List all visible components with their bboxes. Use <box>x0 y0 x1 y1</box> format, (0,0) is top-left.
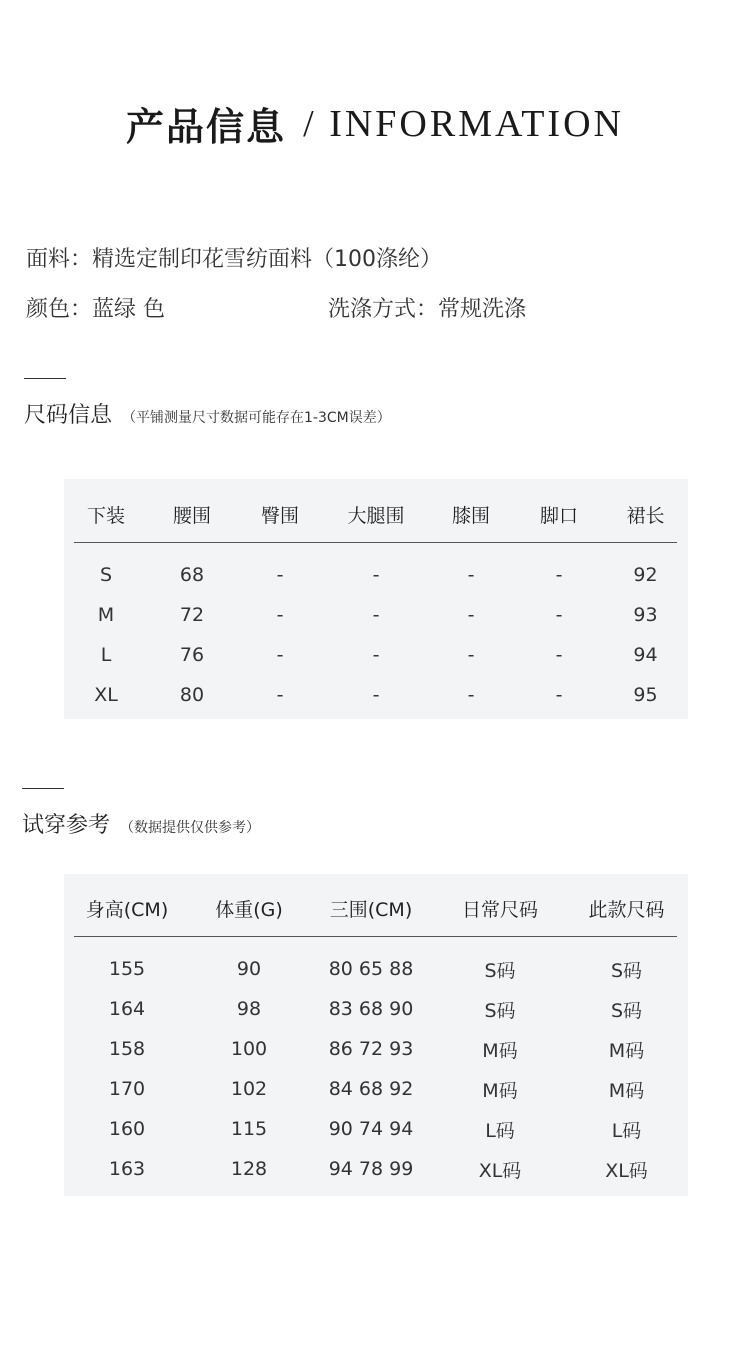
table-cell: XL <box>94 684 118 706</box>
table-cell: L码 <box>611 1119 642 1142</box>
table-cell: 86 72 93 <box>328 1038 414 1060</box>
table-cell: - <box>372 604 380 626</box>
column-header: 体重(G) <box>215 899 283 921</box>
table-cell: - <box>276 564 284 586</box>
table-cell: - <box>372 564 380 586</box>
size-section-title: 尺码信息 <box>24 403 113 428</box>
table-cell: 100 <box>230 1038 268 1060</box>
fit-table <box>74 881 677 1189</box>
table-header-row <box>74 487 677 543</box>
table-cell: 80 <box>179 684 205 706</box>
table-cell: 164 <box>108 998 146 1020</box>
table-cell: XL码 <box>605 1159 648 1182</box>
table-row <box>74 1029 677 1069</box>
page-title-cn: 产品信息 <box>126 104 287 149</box>
size-section-heading <box>24 398 391 429</box>
table-row <box>74 1109 677 1149</box>
table-cell: M码 <box>482 1079 518 1102</box>
column-header: 脚口 <box>539 505 578 527</box>
table-cell: 92 <box>633 564 658 586</box>
fit-section-heading <box>22 808 260 839</box>
table-cell: - <box>372 684 380 706</box>
table-cell: - <box>276 684 284 706</box>
column-header: 裙长 <box>626 505 665 527</box>
table-cell: 115 <box>230 1118 268 1140</box>
table-row <box>74 949 677 989</box>
table-cell: S码 <box>610 999 643 1022</box>
table-cell: M码 <box>608 1079 645 1102</box>
table-cell: 170 <box>108 1078 146 1100</box>
column-header: 下装 <box>86 505 125 527</box>
table-cell: - <box>467 684 475 706</box>
table-cell: - <box>467 564 475 586</box>
column-header: 膝围 <box>451 505 490 527</box>
table-cell: 94 78 99 <box>328 1158 414 1180</box>
title-english: INFORMATION <box>329 102 624 145</box>
column-header: 腰围 <box>172 505 211 527</box>
page-title-en <box>303 103 624 145</box>
table-cell: 68 <box>179 564 205 586</box>
table-spacer <box>74 543 677 555</box>
color-info: 颜色：蓝绿 色 <box>26 297 165 322</box>
table-cell: 84 68 92 <box>328 1078 414 1100</box>
table-cell: XL码 <box>478 1159 522 1182</box>
table-cell: 72 <box>179 604 205 626</box>
table-cell: - <box>467 604 475 626</box>
size-section-note: （平铺测量尺寸数据可能存在1-3CM误差） <box>122 410 391 426</box>
table-row <box>74 1069 677 1109</box>
table-cell: - <box>372 644 380 666</box>
table-header-row <box>74 881 677 937</box>
table-cell: M码 <box>482 1039 518 1062</box>
table-cell: - <box>555 684 563 706</box>
column-header: 日常尺码 <box>461 899 538 921</box>
table-cell: 155 <box>108 958 146 980</box>
size-table <box>74 487 677 715</box>
table-cell: - <box>555 604 563 626</box>
column-header: 此款尺码 <box>588 899 665 921</box>
table-cell: 102 <box>230 1078 268 1100</box>
table-row <box>74 675 677 715</box>
table-cell: S码 <box>484 959 516 982</box>
fit-section-title: 试穿参考 <box>22 813 111 838</box>
table-cell: 90 74 94 <box>328 1118 414 1140</box>
table-cell: S <box>99 564 113 586</box>
table-cell: 90 <box>236 958 262 980</box>
table-cell: 160 <box>108 1118 146 1140</box>
table-cell: - <box>555 564 563 586</box>
table-cell: 93 <box>633 604 658 626</box>
size-table-panel <box>64 479 688 719</box>
table-cell: - <box>276 604 284 626</box>
table-cell: 95 <box>633 684 658 706</box>
column-header: 大腿围 <box>347 505 405 527</box>
table-spacer <box>74 937 677 949</box>
fit-section-note: （数据提供仅供参考） <box>120 820 261 836</box>
table-cell: 163 <box>108 1158 146 1180</box>
table-cell: 80 65 88 <box>328 958 414 980</box>
table-cell: L <box>100 644 112 666</box>
table-cell: M码 <box>608 1039 645 1062</box>
fit-table-panel <box>64 874 688 1196</box>
table-row <box>74 595 677 635</box>
title-separator: / <box>303 102 317 145</box>
fabric-info: 面料：精选定制印花雪纺面料（100涤纶） <box>26 247 442 272</box>
table-cell: 76 <box>179 644 205 666</box>
table-cell: 94 <box>633 644 658 666</box>
table-row <box>74 635 677 675</box>
table-cell: 83 68 90 <box>328 998 414 1020</box>
washing-info: 洗涤方式：常规洗涤 <box>328 297 527 322</box>
table-cell: 128 <box>230 1158 268 1180</box>
page-title <box>0 96 750 151</box>
table-row <box>74 1149 677 1189</box>
table-cell: - <box>555 644 563 666</box>
table-cell: 158 <box>108 1038 146 1060</box>
table-cell: S码 <box>484 999 516 1022</box>
table-row <box>74 555 677 595</box>
table-cell: 98 <box>236 998 262 1020</box>
table-row <box>74 989 677 1029</box>
table-cell: S码 <box>610 959 643 982</box>
column-header: 三围(CM) <box>329 899 413 921</box>
table-cell: - <box>276 644 284 666</box>
size-section-rule <box>24 378 66 379</box>
fit-section-rule <box>22 788 64 789</box>
table-cell: L码 <box>485 1119 515 1142</box>
column-header: 臀围 <box>260 505 299 527</box>
column-header: 身高(CM) <box>85 899 169 921</box>
table-cell: - <box>467 644 475 666</box>
table-cell: M <box>97 604 115 626</box>
